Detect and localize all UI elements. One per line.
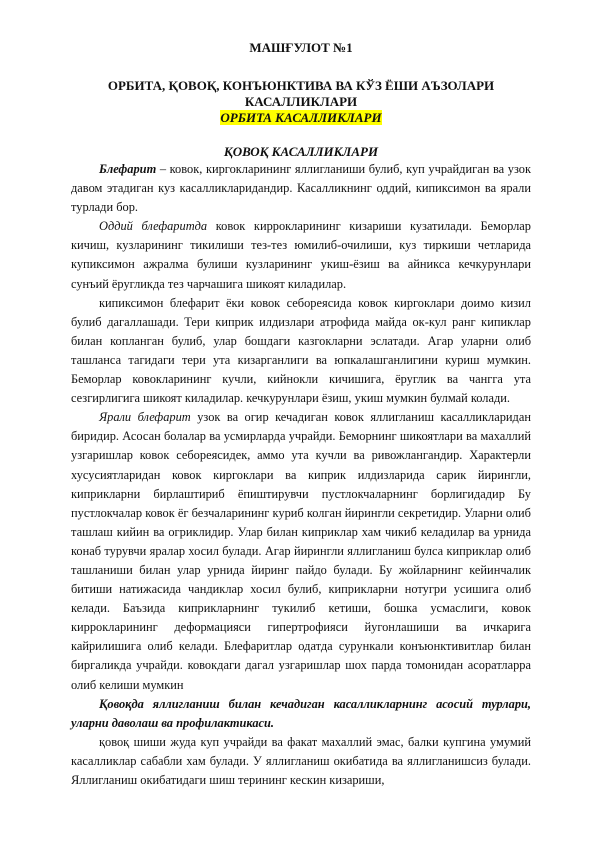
- document-title: МАШҒУЛОТ №1: [249, 40, 353, 55]
- paragraph-ulcerative-blepharitis-text: узок ва огир кечадиган ковок яллигланиш касалликларидан биридир. Асосан болалар ва усмирларда учрайди. Беморнинг шикоятлари ва махаллий узгаришлар ковок себореясидек, аммо ута кучли ва ривожлангандир. Характерли хусусиятларидан ковок киргоклари ва киприк илдизларида сарик йирингли, киприкларни бирлаштириб ёпиштирувчи пустлокчаларнинг борлигидадир Бу пустлокчалар ковок ёг безчаларининг куриб колган йирингли секретидир. Уларни олиб ташлаш кийин ва огриклидир. Улар билан киприклар хам чикиб келадилар ва урнида конаб турувчи яралар хосил булади. Агар йирингли яллигланиш булса киприклар олиб ташланиши билан улар урнида йиринг пайдо булади. Бу жойларнинг кейинчалик битиши натижасида чандиклар хосил булиб, киприкларни нотугри усишига олиб келади. Баъзида киприкларнинг тукилиб кетиши, бошка усмаслиги, ковок киррокларининг деформацияси гипертрофияси йугонлашиши ва ичкарига кайрилишига олиб келади. Блефаритлар одатда сурункали конъюнктивитлар билан биргаликда учрайди. ковокдаги дагал узгаришлар шох парда томонидан асоратларра олиб келиши мумкин: [71, 410, 531, 692]
- paragraph-simple-blepharitis-text: ковок киррокларининг кизариши кузатилади. Беморлар кичиш, кузларининг тикилиши тез-тез юмилиб-очилиши, куз тиркиши четларида купиксимон ажралма булиши кузларининг укиш-ёзиш ва айникса кечкурунлари сунъий ёругликда тез чарчашига шикоят киладилар.: [71, 219, 532, 291]
- paragraph-squamous-blepharitis: кипиксимон блефарит ёки ковок себореясида ковок киргоклари доимо кизил булиб дагаллашади. Тери киприк илдизлари атрофида майда ок-кул ранг кипиклар билан копланган булиб, улар бошдаги казгокларни эслатади. Агар уларни олиб ташланса тагидаги тери ута кизарганлиги ва юпкалашганлигини куриш мумкин. Беморлар ковокларининг кучли, кийнокли кичишига, ёруглик ва чангга ута сезгирлигига шикоят киладилар. кечкурунлари ёзиш, укиш мумкин булмай колади.: [71, 295, 531, 406]
- highlighted-heading: [71, 110, 531, 126]
- section-subheading: ҚОВОҚ КАСАЛЛИКЛАРИ: [223, 144, 379, 159]
- paragraph-ulcerative-blepharitis: [71, 408, 531, 694]
- chapter-heading-line-1: ОРБИТА, ҚОВОҚ, КОНЪЮНКТИВА ВА КЎЗ ЁШИ АЪЗОЛАРИ: [107, 78, 495, 93]
- chapter-heading-line-2: КАСАЛЛИКЛАРИ: [244, 94, 358, 109]
- term-simple-blepharitis: Оддий блефаритда: [99, 219, 208, 234]
- term-blepharitis: Блефарит: [99, 162, 157, 176]
- document-page: [71, 40, 531, 790]
- term-ulcerative-blepharitis: Ярали блефарит: [99, 410, 191, 425]
- paragraph-blepharitis: [71, 160, 531, 217]
- paragraph-eyelid-edema: қовоқ шиши жуда куп учрайди ва факат махаллий эмас, балки купгина умумий касалликлар сабабли хам булади. У яллигланиш окибатида ва яллигланишсиз булади. Яллигланиш окибатидаги шиш терининг кескин кизариши,: [71, 734, 531, 787]
- highlighted-heading-text: ОРБИТА КАСАЛЛИКЛАРИ: [220, 110, 382, 125]
- paragraph-blepharitis-text: – ковок, киргокларининг яллигланиши булиб, куп учрайдиган ва узок давом этадиган куз касалликларидандир. Касалликнинг оддий, кипиксимон ва ярали турлади бор.: [71, 162, 531, 215]
- paragraph-main-types-heading: Қовоқда яллигланиш билан кечадиган касалликларнинг асосий турлари, уларни даволаш ва профилактикаси.: [71, 696, 531, 730]
- paragraph-simple-blepharitis: [71, 217, 531, 293]
